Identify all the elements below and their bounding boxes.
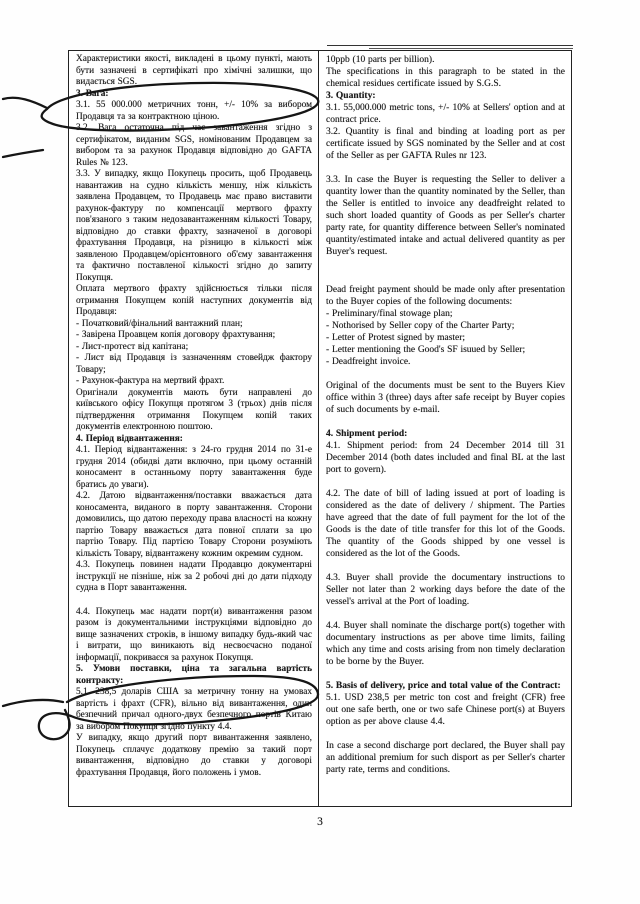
scan-artifact-line-2: [369, 48, 573, 49]
right-paragraph-11: - Deadfreight invoice.: [326, 357, 411, 367]
left-paragraph-10: - Рахунок-фактура на мертвий фрахт.: [76, 376, 225, 386]
contract-table: [68, 50, 572, 807]
left-paragraph-18: 5.1. 238,5 доларів США за метричну тонну на умовах вартість і фрахт (CFR), вільно від вивантаження, один безпечний причал одного-двух безпечного портів Китаю за вибором Покупця згідно пункту 4.4.: [76, 687, 312, 733]
left-paragraph-13: 4.1. Період відвантаження: з 24-го грудня 2014 по 31-е грудня 2014 (обидві дати включно, при цьому останній коносамент в останньому порту завантаження буде братись до уваги).: [76, 445, 312, 490]
left-paragraph-17: 5. Умови поставки, ціна та загальна вартість контракту:: [76, 664, 312, 686]
scan-artifact-line: [327, 45, 573, 46]
right-paragraph-3: 3.1. 55,000.000 metric tons, +/- 10% at Sellers' option and at contract price.: [326, 103, 565, 125]
ukrainian-column: [69, 51, 319, 806]
left-paragraph-8: - Лист-протест від капітана;: [76, 341, 189, 352]
left-paragraph-19: У випадку, якщо другий порт вивантаження заявлено, Покупець сплачує додаткову премію за такий порт вивантаження, відповідно до ставки у договорі фрахтування Продавця, його положень і умов.: [76, 733, 312, 778]
right-paragraph-20: In case a second discharge port declared, the Buyer shall pay an additional premium for such disport as per Seller's charter party rate, terms and conditions.: [326, 741, 565, 775]
left-paragraph-5: Оплата мертвого фрахту здійснюється тільки після отримання Покупцем копій наступних документів від Продавця:: [76, 284, 312, 317]
right-paragraph-6: Dead freight payment should be made only after presentation to the Buyer copies of the following documents:: [326, 285, 565, 307]
right-paragraph-0: 10ppb (10 parts per billion).: [326, 55, 435, 65]
right-paragraph-19: 5.1. USD 238,5 per metric ton cost and freight (CFR) free out one safe berth, one or two safe Chinese port(s) at Buyers option as per above clause 4.4.: [326, 693, 565, 727]
right-paragraph-2: 3. Quantity:: [326, 91, 376, 101]
right-paragraph-16: 4.3. Buyer shall provide the documentary instructions to Seller not later than 2 working days before the date of the vessel's arrival at the Port of loading.: [326, 573, 565, 607]
page-content: [68, 50, 572, 828]
left-paragraph-1: 3. Вага:: [76, 88, 109, 99]
right-paragraph-17: 4.4. Buyer shall nominate the discharge port(s) together with documentary instructions as per above time limits, failing which any time and costs arising from non timely declaration to be borne by the Buyer.: [326, 621, 565, 667]
left-paragraph-15: 4.3. Покупець повинен надати Продавцю документарні інструкції не пізніше, ніж за 2 робочі дні до дати підходу судна в Порт завантаження.: [76, 560, 312, 593]
left-paragraph-12: 4. Період відвантаження:: [76, 433, 183, 444]
left-paragraph-0: Характеристики якості, викладені в цьому пункті, мають бути зазначені в сертифікаті про хімічні залишки, що видається SGS.: [76, 54, 312, 87]
left-paragraph-16: 4.4. Покупець має надати порт(и) вивантаження разом разом із документальними інструкціями відповідно до вище зазначених строків, в іншому випадку будь-який час і витрати, що виникають від несвоєчасно поданої інформації, покриваєся за рахунок Покупця.: [76, 606, 312, 663]
right-paragraph-5: 3.3. In case the Buyer is requesting the Seller to deliver a quantity lower than the quantity nominated by the Seller, than the Seller is entitled to invoice any deadfreight related to such short loaded quantity of Goods as per Seller's charter party rate, for quantity difference between Seller's nominated quantity/estimated intake and actual delivered quantity as per Buyer's request.: [326, 175, 565, 257]
right-paragraph-7: - Preliminary/final stowage plan;: [326, 309, 453, 319]
right-paragraph-10: - Letter mentioning the Good's SF isuued by Seller;: [326, 345, 526, 355]
left-paragraph-9: - Лист від Продавця із зазначенням стовейдж фактору Товару;: [76, 353, 312, 375]
left-paragraph-2: 3.1. 55 000.000 метричних тонн, +/- 10% за вибором Продавця та за контрактною ціною.: [76, 100, 312, 123]
right-paragraph-9: - Letter of Protest signed by master;: [326, 333, 466, 343]
right-paragraph-15: 4.2. The date of bill of lading issued at port of loading is considered as the date of delivery / shipment. The Parties have agreed that the date of full payment for the lot of the Goods is the date of title transfer for this lot of the Goods. The quantity of the Goods shipped by one vessel is considered as the lot of the Goods.: [326, 489, 565, 559]
english-column: [319, 51, 571, 806]
right-paragraph-14: 4.1. Shipment period: from 24 December 2014 till 31 December 2014 (both dates included and final BL at the last port to govern).: [326, 441, 565, 475]
left-paragraph-6: - Початковий/фінальний вантажний план;: [76, 318, 243, 329]
right-paragraph-18: 5. Basis of delivery, price and total value of the Contract:: [326, 681, 561, 691]
right-paragraph-13: 4. Shipment period:: [326, 429, 408, 439]
left-paragraph-4: 3.3. У випадку, якщо Покупець просить, щоб Продавець навантажив на судно кількість меншу, ніж кількість заявлена Продавцем, то Продавець має право виставити рахунок-фактуру по компенсації мертвого фрахту пов'язаного з таким недозавантаженням кількості Товару, відповідно до ставки фрахту, зазначеної в договорі фрахтування Продавця, на різницю в кількості між заявленою Продавцем/орієнтовного об'єму завантаження та фактично поставленої кількості згідно до запиту Покупця.: [76, 169, 312, 283]
page-number: 3: [317, 816, 323, 828]
right-paragraph-1: The specifications in this paragraph to be stated in the chemical residues certificate issued by S.G.S.: [326, 67, 565, 89]
left-paragraph-3: 3.2. Вага остаточна під час завантаження згідно з сертифікатом, виданим SGS, номінованим Продавцем за вибором та за рахунок Продавця відповідно до GAFTA Rules № 123.: [76, 123, 312, 168]
left-paragraph-7: - Завірена Проавцем копія договору фрахтування;: [76, 330, 276, 340]
right-paragraph-4: 3.2. Quantity is final and binding at loading port as per certificate issued by SGS nominated by the Seller and at cost of the Seller as per GAFTA Rules nr 123.: [326, 127, 565, 161]
right-paragraph-8: - Nothorised by Seller copy of the Charter Party;: [326, 321, 515, 331]
left-paragraph-11: Оригінали документів мають бути направлені до київського офісу Покупця протягом 3 (трьох) днів після підтвердження отримання Покупцем копій таких документів електронною поштою.: [76, 387, 312, 432]
right-paragraph-12: Original of the documents must be sent to the Buyers Kiev office within 3 (three) days after safe receipt by Buyer copies of such documents by e-mail.: [326, 381, 565, 415]
left-paragraph-14: 4.2. Датою відвантаження/поставки вважається дата коносамента, виданого в порту завантаження. Сторони домовились, що датою переходу права власності на кожну партію Товару вважається дата повної сплати за цю партію Товару. Під партією Товару Сторони розуміють кількість Товару, відвантажену кожним окремим судном.: [76, 491, 312, 559]
